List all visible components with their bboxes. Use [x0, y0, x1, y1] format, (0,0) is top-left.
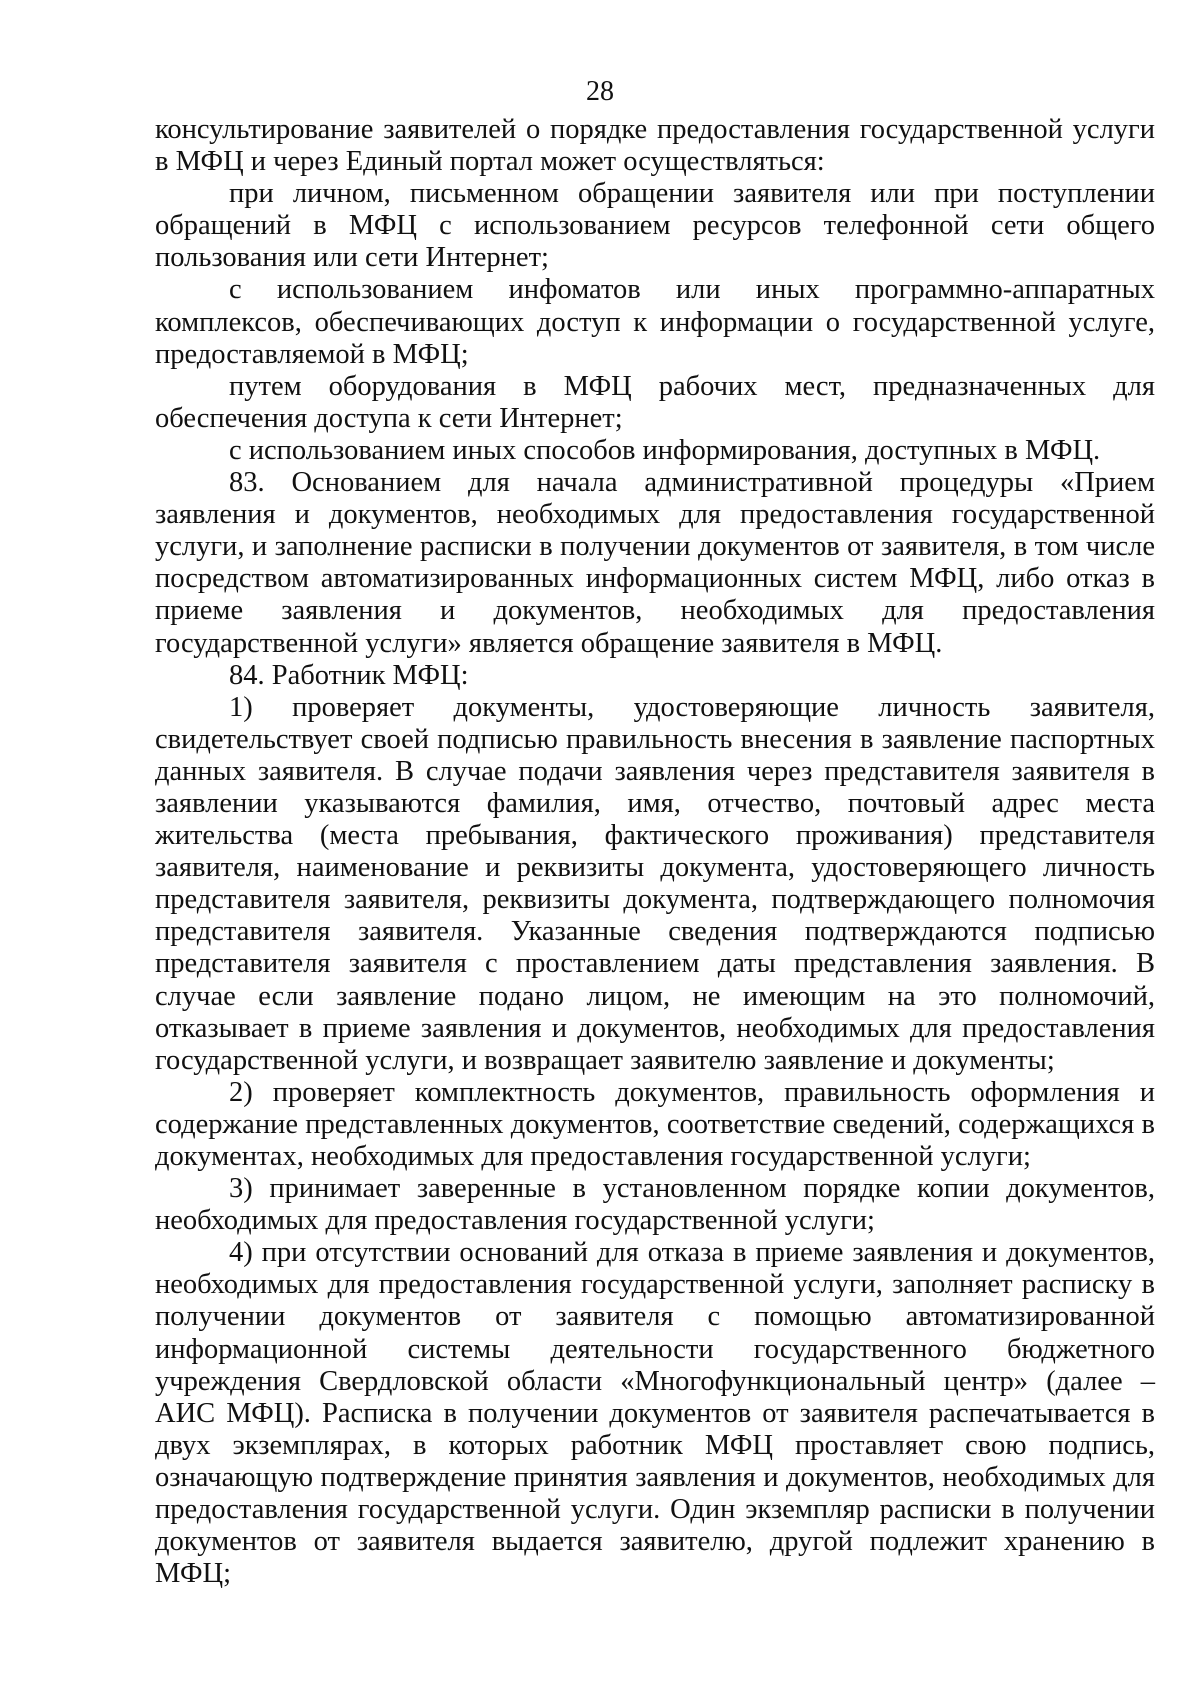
paragraph: при личном, письменном обращении заявителя или при поступлении обращений в МФЦ с использованием ресурсов телефонной сети общего пользования или сети Интернет; — [155, 178, 1155, 274]
list-item: 4) при отсутствии оснований для отказа в приеме заявления и документов, необходимых для предоставления государственной услуги, заполняет расписку в получении документов от заявителя с помощью автоматизированной информационной системы деятельности государственного бюджетного учреждения Свердловской области «Многофункциональный центр» (далее – АИС МФЦ). Расписка в получении документов от заявителя распечатывается в двух экземплярах, в которых работник МФЦ проставляет свою подпись, означающую подтверждение принятия заявления и документов, необходимых для предоставления государственной услуги. Один экземпляр расписки в получении документов от заявителя выдается заявителю, другой подлежит хранению в МФЦ; — [155, 1237, 1155, 1590]
paragraph: с использованием инфоматов или иных программно-аппаратных комплексов, обеспечивающих доступ к информации о государственной услуге, предоставляемой в МФЦ; — [155, 274, 1155, 370]
page-body — [155, 114, 1155, 1590]
list-item: 2) проверяет комплектность документов, правильность оформления и содержание представленных документов, соответствие сведений, содержащихся в документах, необходимых для предоставления государственной услуги; — [155, 1076, 1155, 1172]
list-item: 3) принимает заверенные в установленном порядке копии документов, необходимых для предоставления государственной услуги; — [155, 1173, 1155, 1237]
page-number: 28 — [586, 76, 614, 107]
paragraph: с использованием иных способов информирования, доступных в МФЦ. — [229, 434, 1101, 466]
paragraph: путем оборудования в МФЦ рабочих мест, предназначенных для обеспечения доступа к сети Интернет; — [155, 370, 1155, 434]
list-item: 1) проверяет документы, удостоверяющие личность заявителя, свидетельствует своей подписью правильность внесения в заявление паспортных данных заявителя. В случае подачи заявления через представителя заявителя в заявлении указываются фамилия, имя, отчество, почтовый адрес места жительства (места пребывания, фактического проживания) представителя заявителя, наименование и реквизиты документа, удостоверяющего личность представителя заявителя, реквизиты документа, подтверждающего полномочия представителя заявителя. Указанные сведения подтверждаются подписью представителя заявителя с проставлением даты представления заявления. В случае если заявление подано лицом, не имеющим на это полномочий, отказывает в приеме заявления и документов, необходимых для предоставления государственной услуги, и возвращает заявителю заявление и документы; — [155, 691, 1155, 1076]
paragraph: консультирование заявителей о порядке предоставления государственной услуги в МФЦ и через Единый портал может осуществляться: — [155, 114, 1155, 178]
paragraph-item-84: 84. Работник МФЦ: — [229, 659, 469, 691]
paragraph-item-83: 83. Основанием для начала административной процедуры «Прием заявления и документов, необходимых для предоставления государственной услуги, и заполнение расписки в получении документов от заявителя, в том числе посредством автоматизированных информационных систем МФЦ, либо отказ в приеме заявления и документов, необходимых для предоставления государственной услуги» является обращение заявителя в МФЦ. — [155, 467, 1155, 659]
